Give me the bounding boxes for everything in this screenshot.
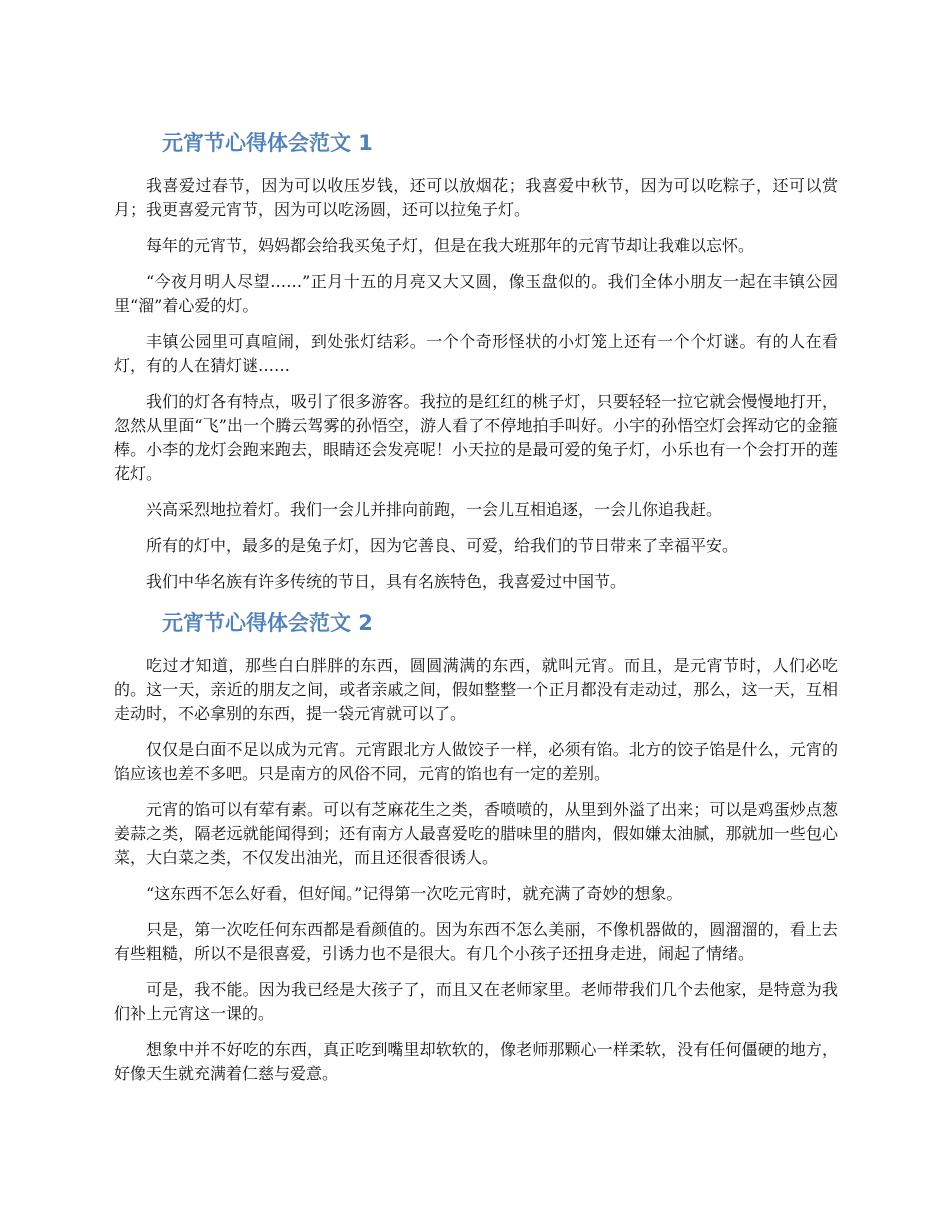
paragraph: 仅仅是白面不足以成为元宵。元宵跟北方人做饺子一样，必须有馅。北方的饺子馅是什么，元宵的馅应该也差不多吧。只是南方的风俗不同，元宵的馅也有一定的差别。 bbox=[114, 740, 838, 783]
paragraph: 我喜爱过春节，因为可以收压岁钱，还可以放烟花；我喜爱中秋节，因为可以吃粽子，还可以赏月；我更喜爱元宵节，因为可以吃汤圆，还可以拉兔子灯。 bbox=[114, 176, 838, 219]
paragraph: 每年的元宵节，妈妈都会给我买兔子灯，但是在我大班那年的元宵节却让我难以忘怀。 bbox=[146, 236, 755, 255]
paragraph: 只是，第一次吃任何东西都是看颜值的。因为东西不怎么美丽，不像机器做的，圆溜溜的，看上去有些粗糙，所以不是很喜爱，引诱力也不是很大。有几个小孩子还扭身走进，闹起了情绪。 bbox=[114, 920, 838, 963]
paragraph: 丰镇公园里可真喧闹，到处张灯结彩。一个个奇形怪状的小灯笼上还有一个个灯谜。有的人在看灯，有的人在猜灯谜…… bbox=[114, 332, 838, 375]
paragraph: 可是，我不能。因为我已经是大孩子了，而且又在老师家里。老师带我们几个去他家，是特意为我们补上元宵这一课的。 bbox=[114, 980, 838, 1023]
paragraph: “这东西不怎么好看，但好闻。”记得第一次吃元宵时，就充满了奇妙的想象。 bbox=[146, 884, 683, 903]
section-heading-1: 元宵节心得体会范文 1 bbox=[162, 131, 373, 155]
paragraph: 兴高采烈地拉着灯。我们一会儿并排向前跑，一会儿互相追逐，一会儿你追我赶。 bbox=[146, 500, 723, 519]
paragraph: “今夜月明人尽望……”正月十五的月亮又大又圆，像玉盘似的。我们全体小朋友一起在丰镇公园里“溜”着心爱的灯。 bbox=[114, 272, 838, 315]
paragraph: 吃过才知道，那些白白胖胖的东西，圆圆满满的东西，就叫元宵。而且，是元宵节时，人们必吃的。这一天，亲近的朋友之间，或者亲戚之间，假如整整一个正月都没有走动过，那么，这一天，互相走动时，不必拿别的东西，提一袋元宵就可以了。 bbox=[114, 656, 838, 723]
paragraph: 所有的灯中，最多的是兔子灯，因为它善良、可爱，给我们的节日带来了幸福平安。 bbox=[146, 536, 739, 555]
paragraph: 元宵的馅可以有荤有素。可以有芝麻花生之类，香喷喷的，从里到外溢了出来；可以是鸡蛋炒点葱姜蒜之类，隔老远就能闻得到；还有南方人最喜爱吃的腊味里的腊肉，假如嫌太油腻，那就加一些包心菜，大白菜之类，不仅发出油光，而且还很香很诱人。 bbox=[114, 800, 838, 867]
document-body bbox=[114, 128, 838, 1098]
paragraph: 想象中并不好吃的东西，真正吃到嘴里却软软的，像老师那颗心一样柔软，没有任何僵硬的地方，好像天生就充满着仁慈与爱意。 bbox=[114, 1040, 838, 1083]
section-heading-2: 元宵节心得体会范文 2 bbox=[162, 611, 373, 635]
paragraph: 我们的灯各有特点，吸引了很多游客。我拉的是红红的桃子灯，只要轻轻一拉它就会慢慢地打开，忽然从里面“飞”出一个腾云驾雾的孙悟空，游人看了不停地拍手叫好。小宇的孙悟空灯会挥动它的金箍棒。小李的龙灯会跑来跑去，眼睛还会发亮呢！小天拉的是最可爱的兔子灯，小乐也有一个会打开的莲花灯。 bbox=[114, 392, 838, 483]
paragraph: 我们中华名族有许多传统的节日，具有名族特色，我喜爱过中国节。 bbox=[146, 572, 627, 591]
